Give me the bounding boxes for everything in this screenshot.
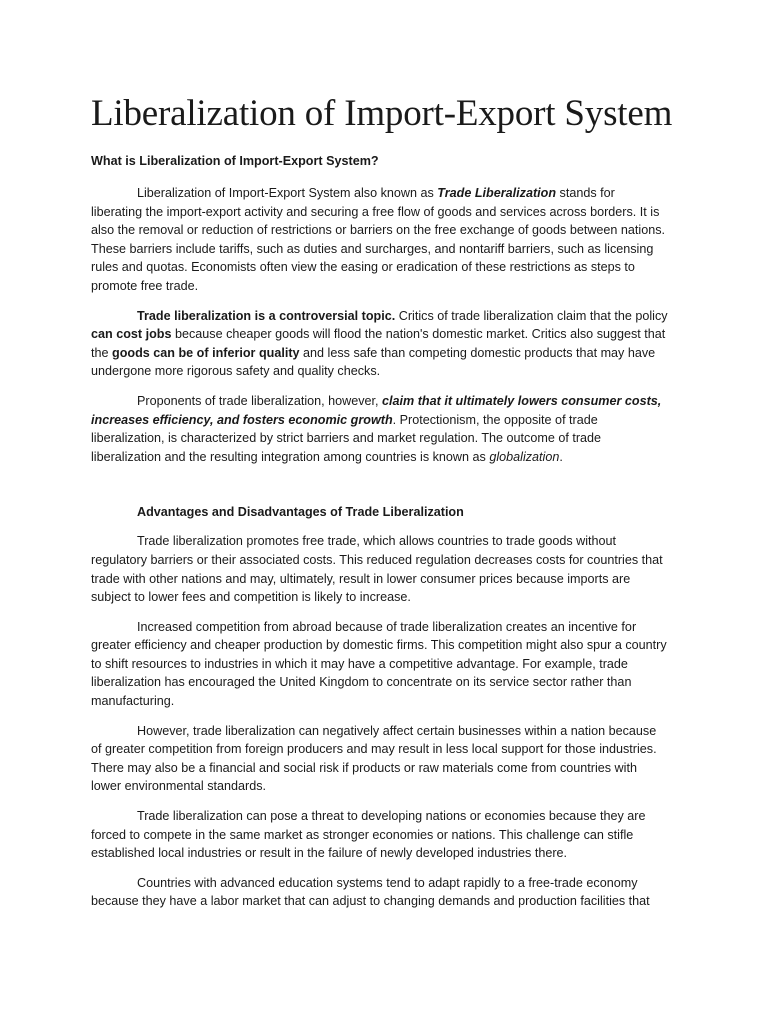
- text-run: and less safe than competing domestic products that may have undergone more rigorous safety and quality checks.: [91, 345, 656, 379]
- text-run-bold-italic: claim that it ultimately lowers consumer costs, increases efficiency, and fosters economic growth: [91, 393, 662, 427]
- paragraph-advantages-3: However, trade liberalization can negatively affect certain businesses within a nation because of greater competition from foreign producers and may result in less local support for those industries. There may also be a financial and social risk if products or raw materials come from countries with lower environmental standards.: [91, 723, 657, 794]
- paragraph-advantages-5: Countries with advanced education systems tend to adapt rapidly to a free-trade economy because they have a labor market that can adjust to changing demands and production facilities that: [91, 875, 650, 909]
- paragraph-proponents: [91, 392, 668, 466]
- paragraph-advantages-1: Trade liberalization promotes free trade, which allows countries to trade goods without regulatory barriers or their associated costs. This reduced regulation decreases costs for countries that trade with other nations and may, ultimately, result in lower consumer prices because imports are subject to lower fees and competition is likely to increase.: [91, 534, 663, 605]
- text-run: because cheaper goods will flood the nation's domestic market. Critics also suggest that the: [91, 327, 666, 360]
- text-run: Liberalization of Import-Export System also known as: [137, 186, 438, 200]
- text-run: .: [559, 449, 563, 464]
- document-title: Liberalization of Import-Export System: [91, 93, 673, 134]
- term-trade-liberalization: Trade Liberalization: [437, 186, 557, 200]
- text-run: stands for liberating the import-export activity and securing a free flow of goods and services across borders. It is also the removal or reduction of restrictions or barriers on the free exchange of goods between nations. These barriers include tariffs, such as duties and surcharges, and nontariff barriers, such as licensing rules and quotas. Economists often view the easing or eradication of these restrictions as steps to promote free trade.: [91, 186, 666, 293]
- text-run-bold: Trade liberalization is a controversial topic.: [137, 308, 396, 323]
- paragraph-advantages-4: Trade liberalization can pose a threat to developing nations or economies because they are forced to compete in the same market as stronger economies or nations. This challenge can stifle established local industries or result in the failure of newly developed industries there.: [91, 809, 646, 861]
- text-run-bold: goods can be of inferior quality: [112, 345, 300, 360]
- text-run: Critics of trade liberalization claim that the policy: [395, 308, 668, 323]
- paragraph-definition: [91, 184, 668, 296]
- section-heading-advantages: Advantages and Disadvantages of Trade Liberalization: [137, 505, 464, 520]
- paragraph-controversy: [91, 307, 668, 381]
- paragraph-advantages-2: Increased competition from abroad because of trade liberalization creates an incentive for greater efficiency and cheaper production by domestic firms. This competition might also spur a country to shift resources to industries in which it may have a competitive advantage. For example, trade liberalization has encouraged the United Kingdom to concentrate on its service sector rather than manufacturing.: [91, 619, 667, 709]
- text-run: . Protectionism, the opposite of trade liberalization, is characterized by strict barriers and market regulation. The outcome of trade liberalization and the resulting integration among countries is known as: [91, 412, 602, 464]
- section-heading-what-is: What is Liberalization of Import-Export System?: [91, 154, 379, 168]
- text-run: Proponents of trade liberalization, however,: [137, 393, 383, 408]
- term-globalization: globalization: [489, 449, 560, 464]
- text-run-bold: can cost jobs: [91, 327, 172, 342]
